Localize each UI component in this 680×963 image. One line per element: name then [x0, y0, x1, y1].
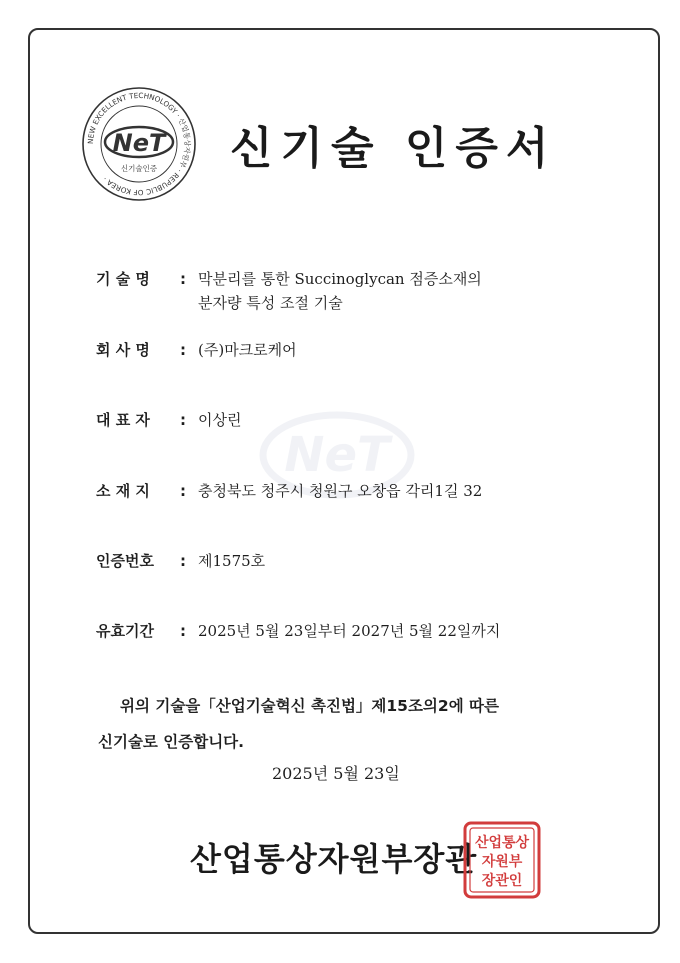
field-value-line: 제1575호 — [198, 552, 266, 570]
field-colon: : — [180, 552, 186, 570]
field-label: 인증번호 — [96, 552, 154, 570]
seal-sub-text: 신기술인증 — [120, 164, 158, 173]
issue-date: 2025년 5월 23일 — [272, 764, 400, 783]
field-label: 회 사 명 — [96, 341, 150, 359]
field-label: 대 표 자 — [96, 411, 150, 429]
certificate-title: 신기술 인증서 — [230, 123, 557, 174]
field-value — [198, 619, 578, 643]
field-colon: : — [180, 341, 186, 359]
field-value — [198, 479, 578, 503]
field-value-line: (주)마크로케어 — [198, 341, 297, 359]
statement-line: 위의 기술을「산업기술혁신 촉진법」제15조의2에 따른 — [120, 697, 500, 715]
field-label: 유효기간 — [96, 622, 154, 640]
stamp-text: 산업통상 — [474, 835, 530, 851]
seal-ring-text: NEW EXCELLENT TECHNOLOGY · 산업통상자원부 · REPUBLIC OF KOREA · — [85, 90, 193, 198]
field-colon: : — [180, 411, 186, 429]
field-value-line: 이상린 — [198, 411, 242, 429]
field-value — [198, 408, 578, 432]
stamp-text: 자원부 — [481, 854, 523, 870]
field-colon: : — [180, 482, 186, 500]
svg-text:NeT: NeT — [284, 427, 390, 483]
official-seal-stamp — [462, 820, 542, 900]
seal-logo-text: NeT — [112, 129, 166, 157]
field-value — [198, 549, 578, 573]
net-certification-seal — [80, 85, 198, 203]
field-value-line: 2025년 5월 23일부터 2027년 5월 22일까지 — [198, 622, 501, 640]
field-value-line: 충청북도 청주시 청원구 오창읍 각리1길 32 — [198, 482, 483, 500]
field-label: 소 재 지 — [96, 482, 150, 500]
field-value-line: 분자량 특성 조절 기술 — [198, 294, 343, 312]
field-value-line: 막분리를 통한 Succinoglycan 점증소재의 — [198, 270, 482, 288]
field-colon: : — [180, 270, 186, 288]
field-label: 기 술 명 — [96, 270, 150, 288]
field-colon: : — [180, 622, 186, 640]
field-value — [198, 338, 578, 362]
statement-line: 신기술로 인증합니다. — [98, 733, 245, 751]
field-value — [198, 267, 578, 315]
issuer-name: 산업통상자원부장관 — [190, 840, 478, 878]
certification-statement — [98, 688, 603, 760]
stamp-text: 장관인 — [481, 873, 523, 889]
